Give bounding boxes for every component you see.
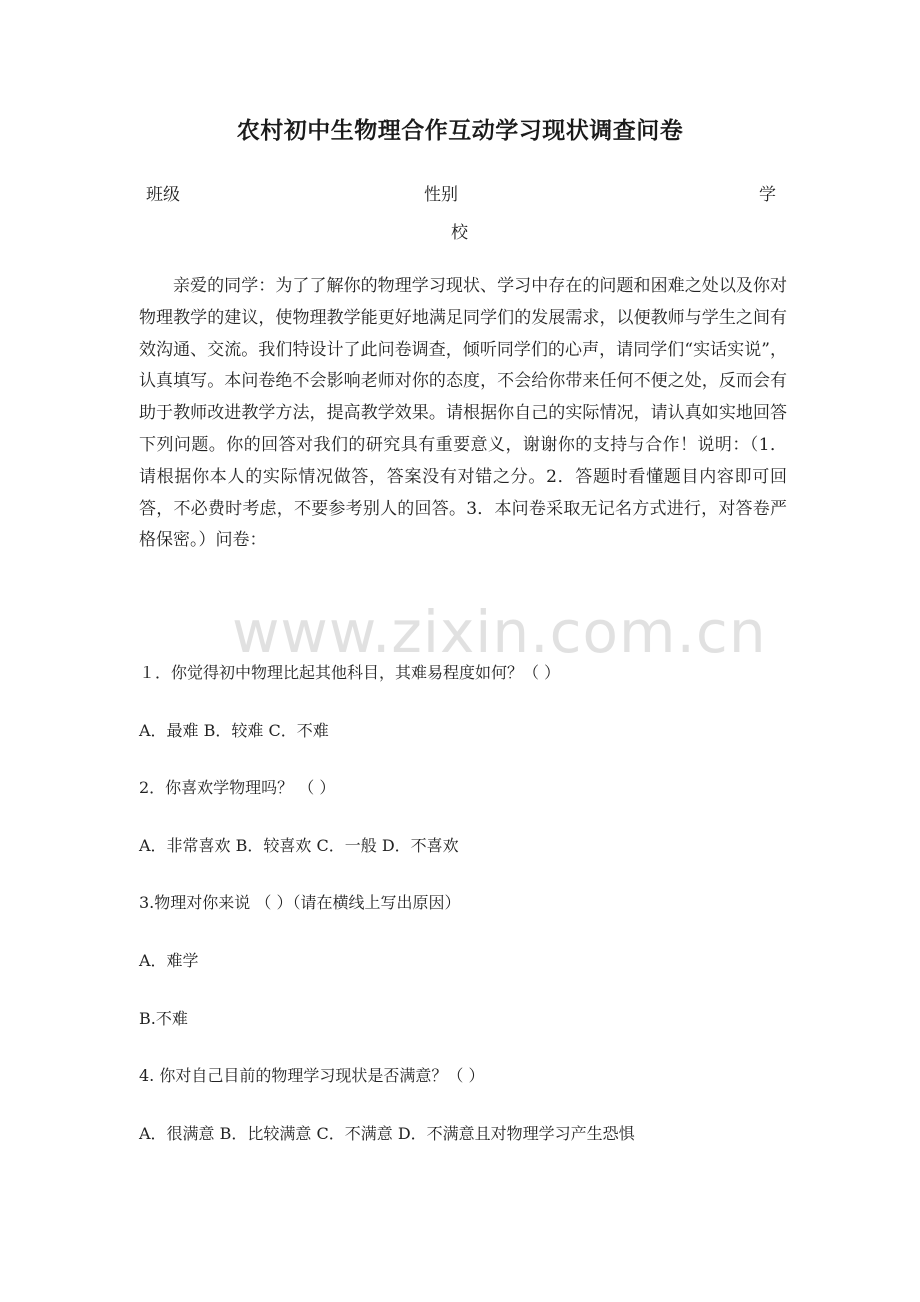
question-2: 2．你喜欢学物理吗？ （ ） xyxy=(139,778,336,797)
question-3-option-b: B.不难 xyxy=(139,1009,188,1028)
student-info-row xyxy=(0,180,920,210)
question-3: 3.物理对你来说 （ ）（请在横线上写出原因） xyxy=(139,893,461,912)
question-4-options: A．很满意 B．比较满意 C．不满意 D．不满意且对物理学习产生恐惧 xyxy=(139,1124,635,1143)
class-label: 班级 xyxy=(146,185,180,205)
gender-label: 性别 xyxy=(424,185,458,205)
question-3-option-a: A．难学 xyxy=(139,951,199,970)
intro-paragraph: 亲爱的同学：为了了解你的物理学习现状、学习中存在的问题和困难之处以及你对物理教学的建议，使物理教学能更好地满足同学们的发展需求，以便教师与学生之间有效沟通、交流。我们特设计了此问卷调查，倾听同学们的心声，请同学们“实话实说”，认真填写。本问卷绝不会影响老师对你的态度，不会给你带来任何不便之处，反而会有助于教师改进教学方法，提高教学效果。请根据你自己的实际情况，请认真如实地回答下列问题。你的回答对我们的研究具有重要意义，谢谢你的支持与合作！说明：（1．请根据你本人的实际情况做答，答案没有对错之分。2．答题时看懂题目内容即可回答，不必费时考虑，不要参考别人的回答。3．本问卷采取无记名方式进行，对答卷严格保密。）问卷： xyxy=(139,276,787,551)
question-1-options: A．最难 B．较难 C．不难 xyxy=(139,721,329,740)
school-label-part1: 学 xyxy=(759,185,776,205)
question-4: 4. 你对自己目前的物理学习现状是否满意？（ ） xyxy=(139,1066,485,1085)
document-title: 农村初中生物理合作互动学习现状调查问卷 xyxy=(236,117,684,144)
question-1: １．你觉得初中物理比起其他科目，其难易程度如何？（ ） xyxy=(139,663,561,682)
school-label-part2: 校 xyxy=(451,223,468,243)
question-2-options: A．非常喜欢 B．较喜欢 C．一般 D．不喜欢 xyxy=(139,836,459,855)
watermark: www.zixin.com.cn xyxy=(232,598,767,666)
